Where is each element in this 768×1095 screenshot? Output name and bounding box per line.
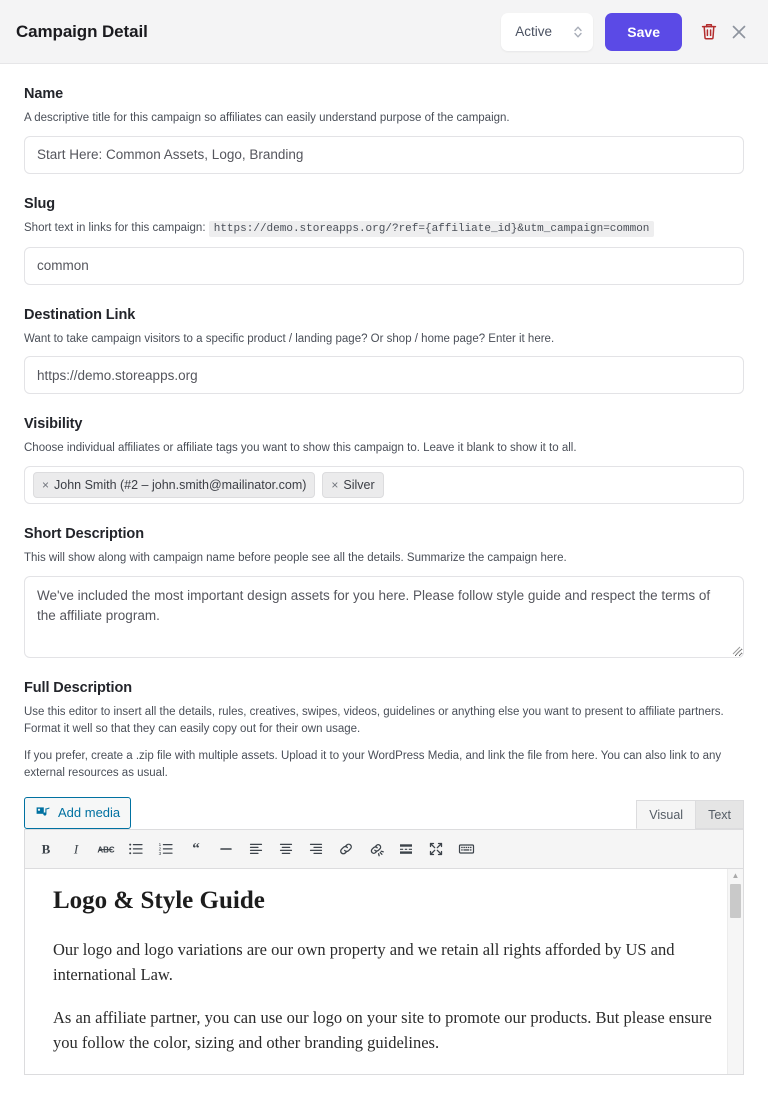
horizontal-rule-icon[interactable] [211,835,241,863]
name-help-text: A descriptive title for this campaign so affiliates can easily understand purpose of the campaign. [24,112,510,124]
scroll-up-arrow-icon[interactable]: ▲ [731,871,740,881]
tab-text[interactable]: Text [695,800,744,829]
short-description-help-text: This will show along with campaign name before people see all the details. Summarize the campaign here. [24,551,567,564]
page-title: Campaign Detail [16,21,148,41]
field-visibility [24,416,744,504]
svg-text:ABC: ABC [97,845,115,855]
slug-label: Slug [24,195,56,212]
toolbar-toggle-icon[interactable] [451,835,481,863]
visibility-token-input[interactable] [24,466,744,504]
svg-text:1: 1 [158,841,162,847]
slug-help-text [24,220,744,238]
blockquote-icon[interactable] [181,835,211,863]
bulleted-list-icon[interactable] [121,835,151,863]
status-select[interactable] [501,13,593,51]
full-description-label: Full Description [24,679,132,696]
header-actions [501,13,754,51]
token-remove-icon[interactable]: × [42,477,50,492]
token-remove-icon[interactable]: × [331,477,339,492]
tab-visual[interactable]: Visual [636,800,696,829]
full-description-help-1: Use this editor to insert all the details, rules, creatives, swipes, videos, guidelines or anything else you want to present to affiliate partners. Format it well so that they can easily copy out for their own usage. [24,705,724,735]
scrollbar-thumb[interactable] [730,884,741,918]
field-full-description [24,680,744,1075]
token-label: John Smith (#2 – john.smith@mailinator.com) [54,477,307,492]
chevron-updown-icon [573,24,583,40]
editor-paragraph: As an affiliate partner, you can use our logo on your site to promote our products. But please ensure you follow the color, sizing and other branding guidelines. [53,1007,712,1053]
slug-preview-url: https://demo.storeapps.org/?ref={affiliate_id}&utm_campaign=common [209,221,655,237]
token-label: Silver [343,477,375,492]
short-description-label: Short Description [24,525,144,542]
short-description-wrapper [24,576,744,658]
full-description-help-2: If you prefer, create a .zip file with multiple assets. Upload it to your WordPress Media, and link the file from here. You can also link to any external resources as usual. [24,750,722,780]
svg-text:I: I [73,841,79,857]
field-destination-link [24,307,744,395]
editor-paragraph: Our logo and logo variations are our own property and we retain all rights afforded by US and international Law. [53,939,675,985]
editor-header [24,797,744,829]
destination-link-label: Destination Link [24,306,136,323]
visibility-token[interactable] [33,472,315,498]
add-media-button[interactable] [24,797,131,829]
svg-text:B: B [41,841,51,857]
insert-link-icon[interactable] [331,835,361,863]
editor-toolbar [25,830,743,869]
destination-link-input[interactable] [24,356,744,394]
numbered-list-icon[interactable] [151,835,181,863]
editor-heading: Logo & Style Guide [53,886,265,914]
field-name [24,86,744,174]
rich-text-editor [24,829,744,1075]
fullscreen-icon[interactable] [421,835,451,863]
bold-icon[interactable] [31,835,61,863]
campaign-form [0,64,768,1075]
align-left-icon[interactable] [241,835,271,863]
field-short-description [24,526,744,658]
italic-icon[interactable] [61,835,91,863]
delete-icon[interactable] [694,17,724,47]
media-icon [35,805,51,821]
slug-help-label: Short text in links for this campaign: [24,221,206,234]
visibility-label: Visibility [24,416,83,433]
editor-mode-tabs [637,800,744,829]
svg-text:“: “ [192,840,200,857]
align-center-icon[interactable] [271,835,301,863]
editor-content-area[interactable] [25,869,743,1074]
svg-text:3: 3 [158,850,162,856]
strikethrough-icon[interactable] [91,835,121,863]
read-more-icon[interactable] [391,835,421,863]
close-icon[interactable] [724,17,754,47]
visibility-help-text: Choose individual affiliates or affiliate tags you want to show this campaign to. Leave it blank to show it to all. [24,442,577,455]
name-label: Name [24,86,64,102]
name-input[interactable] [24,136,744,174]
destination-link-help-text: Want to take campaign visitors to a specific product / landing page? Or shop / home page? Enter it here. [24,332,555,345]
align-right-icon[interactable] [301,835,331,863]
visibility-token[interactable] [322,472,383,498]
slug-input[interactable] [24,247,744,285]
unlink-icon[interactable] [361,835,391,863]
save-button[interactable]: Save [605,13,682,51]
page-header [0,0,768,64]
svg-text:2: 2 [158,846,162,852]
short-description-textarea[interactable] [24,576,744,658]
status-select-value: Active [515,24,553,39]
field-slug [24,196,744,285]
add-media-label: Add media [58,805,121,821]
editor-scrollbar[interactable] [727,869,743,1074]
